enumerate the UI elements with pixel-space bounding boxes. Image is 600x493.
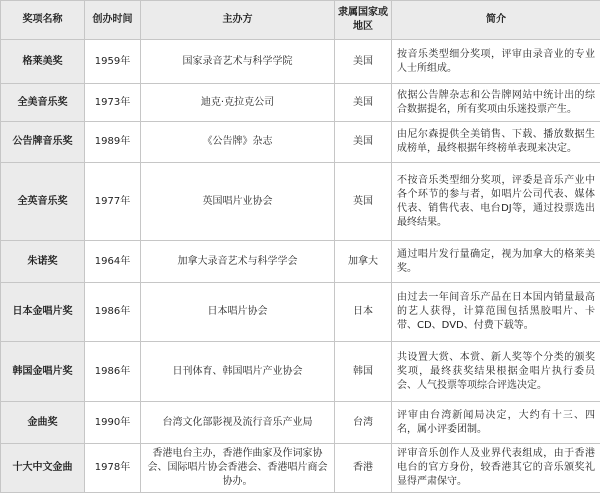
award-name: 日本金唱片奖 [1, 283, 85, 342]
intro: 共设置大赏、本赏、新人奖等个分类的颁奖奖项，最终获奖结果根据金唱片执行委员会、人气投票等项综合评选决定。 [392, 342, 600, 402]
founded-year: 1978年 [85, 444, 141, 493]
organizer: 香港电台主办，香港作曲家及作词家协会、国际唱片协会香港会、香港唱片商会协办。 [141, 444, 335, 493]
table-row [1, 241, 600, 283]
region: 韩国 [335, 342, 392, 402]
header-name: 奖项名称 [1, 1, 85, 40]
founded-year: 1964年 [85, 241, 141, 283]
header-organizer: 主办方 [141, 1, 335, 40]
region: 香港 [335, 444, 392, 493]
founded-year: 1989年 [85, 122, 141, 163]
table-row [1, 342, 600, 402]
header-row [1, 1, 600, 40]
organizer: 加拿大录音艺术与科学学会 [141, 241, 335, 283]
table-row [1, 122, 600, 163]
award-name: 格莱美奖 [1, 40, 85, 84]
organizer: 《公告牌》杂志 [141, 122, 335, 163]
intro: 评审由台湾新闻局决定，大约有十三、四名，属小评委团制。 [392, 402, 600, 444]
founded-year: 1990年 [85, 402, 141, 444]
organizer: 台湾文化部影视及流行音乐产业局 [141, 402, 335, 444]
founded-year: 1986年 [85, 283, 141, 342]
organizer: 日本唱片协会 [141, 283, 335, 342]
region: 英国 [335, 163, 392, 241]
award-name: 金曲奖 [1, 402, 85, 444]
intro: 由过去一年间音乐产品在日本国内销量最高的艺人获得，计算范围包括黑胶唱片、卡带、CD、DVD、付费下载等。 [392, 283, 600, 342]
organizer: 英国唱片业协会 [141, 163, 335, 241]
table-row [1, 40, 600, 84]
header-year: 创办时间 [85, 1, 141, 40]
region: 美国 [335, 84, 392, 122]
region: 日本 [335, 283, 392, 342]
award-name: 朱诺奖 [1, 241, 85, 283]
table-row [1, 84, 600, 122]
header-region: 隶属国家或地区 [335, 1, 392, 40]
intro: 由尼尔森提供全美销售、下载、播放数据生成榜单，最终根据年终榜单表现来决定。 [392, 122, 600, 163]
region: 加拿大 [335, 241, 392, 283]
intro: 不按音乐类型细分奖项，评委是音乐产业中各个环节的参与者，如唱片公司代表、媒体代表、销售代表、电台DJ等，通过投票选出最终结果。 [392, 163, 600, 241]
award-name: 十大中文金曲 [1, 444, 85, 493]
founded-year: 1986年 [85, 342, 141, 402]
region: 美国 [335, 122, 392, 163]
region: 台湾 [335, 402, 392, 444]
award-name: 公告牌音乐奖 [1, 122, 85, 163]
table-row [1, 402, 600, 444]
organizer: 日刊体育、韩国唱片产业协会 [141, 342, 335, 402]
founded-year: 1977年 [85, 163, 141, 241]
intro: 通过唱片发行量确定，视为加拿大的格莱美奖。 [392, 241, 600, 283]
award-name: 全美音乐奖 [1, 84, 85, 122]
table-row [1, 444, 600, 493]
award-name: 全英音乐奖 [1, 163, 85, 241]
intro: 按音乐类型细分奖项，评审由录音业的专业人士所组成。 [392, 40, 600, 84]
header-intro: 简介 [392, 1, 600, 40]
founded-year: 1973年 [85, 84, 141, 122]
intro: 依据公告牌杂志和公告牌网站中统计出的综合数据提名，所有奖项由乐迷投票产生。 [392, 84, 600, 122]
table-row [1, 163, 600, 241]
award-name: 韩国金唱片奖 [1, 342, 85, 402]
intro: 评审音乐创作人及业界代表组成，由于香港电台的官方身份，较香港其它的音乐颁奖礼显得严肃保守。 [392, 444, 600, 493]
table-row [1, 283, 600, 342]
organizer: 国家录音艺术与科学学院 [141, 40, 335, 84]
region: 美国 [335, 40, 392, 84]
organizer: 迪克·克拉克公司 [141, 84, 335, 122]
founded-year: 1959年 [85, 40, 141, 84]
